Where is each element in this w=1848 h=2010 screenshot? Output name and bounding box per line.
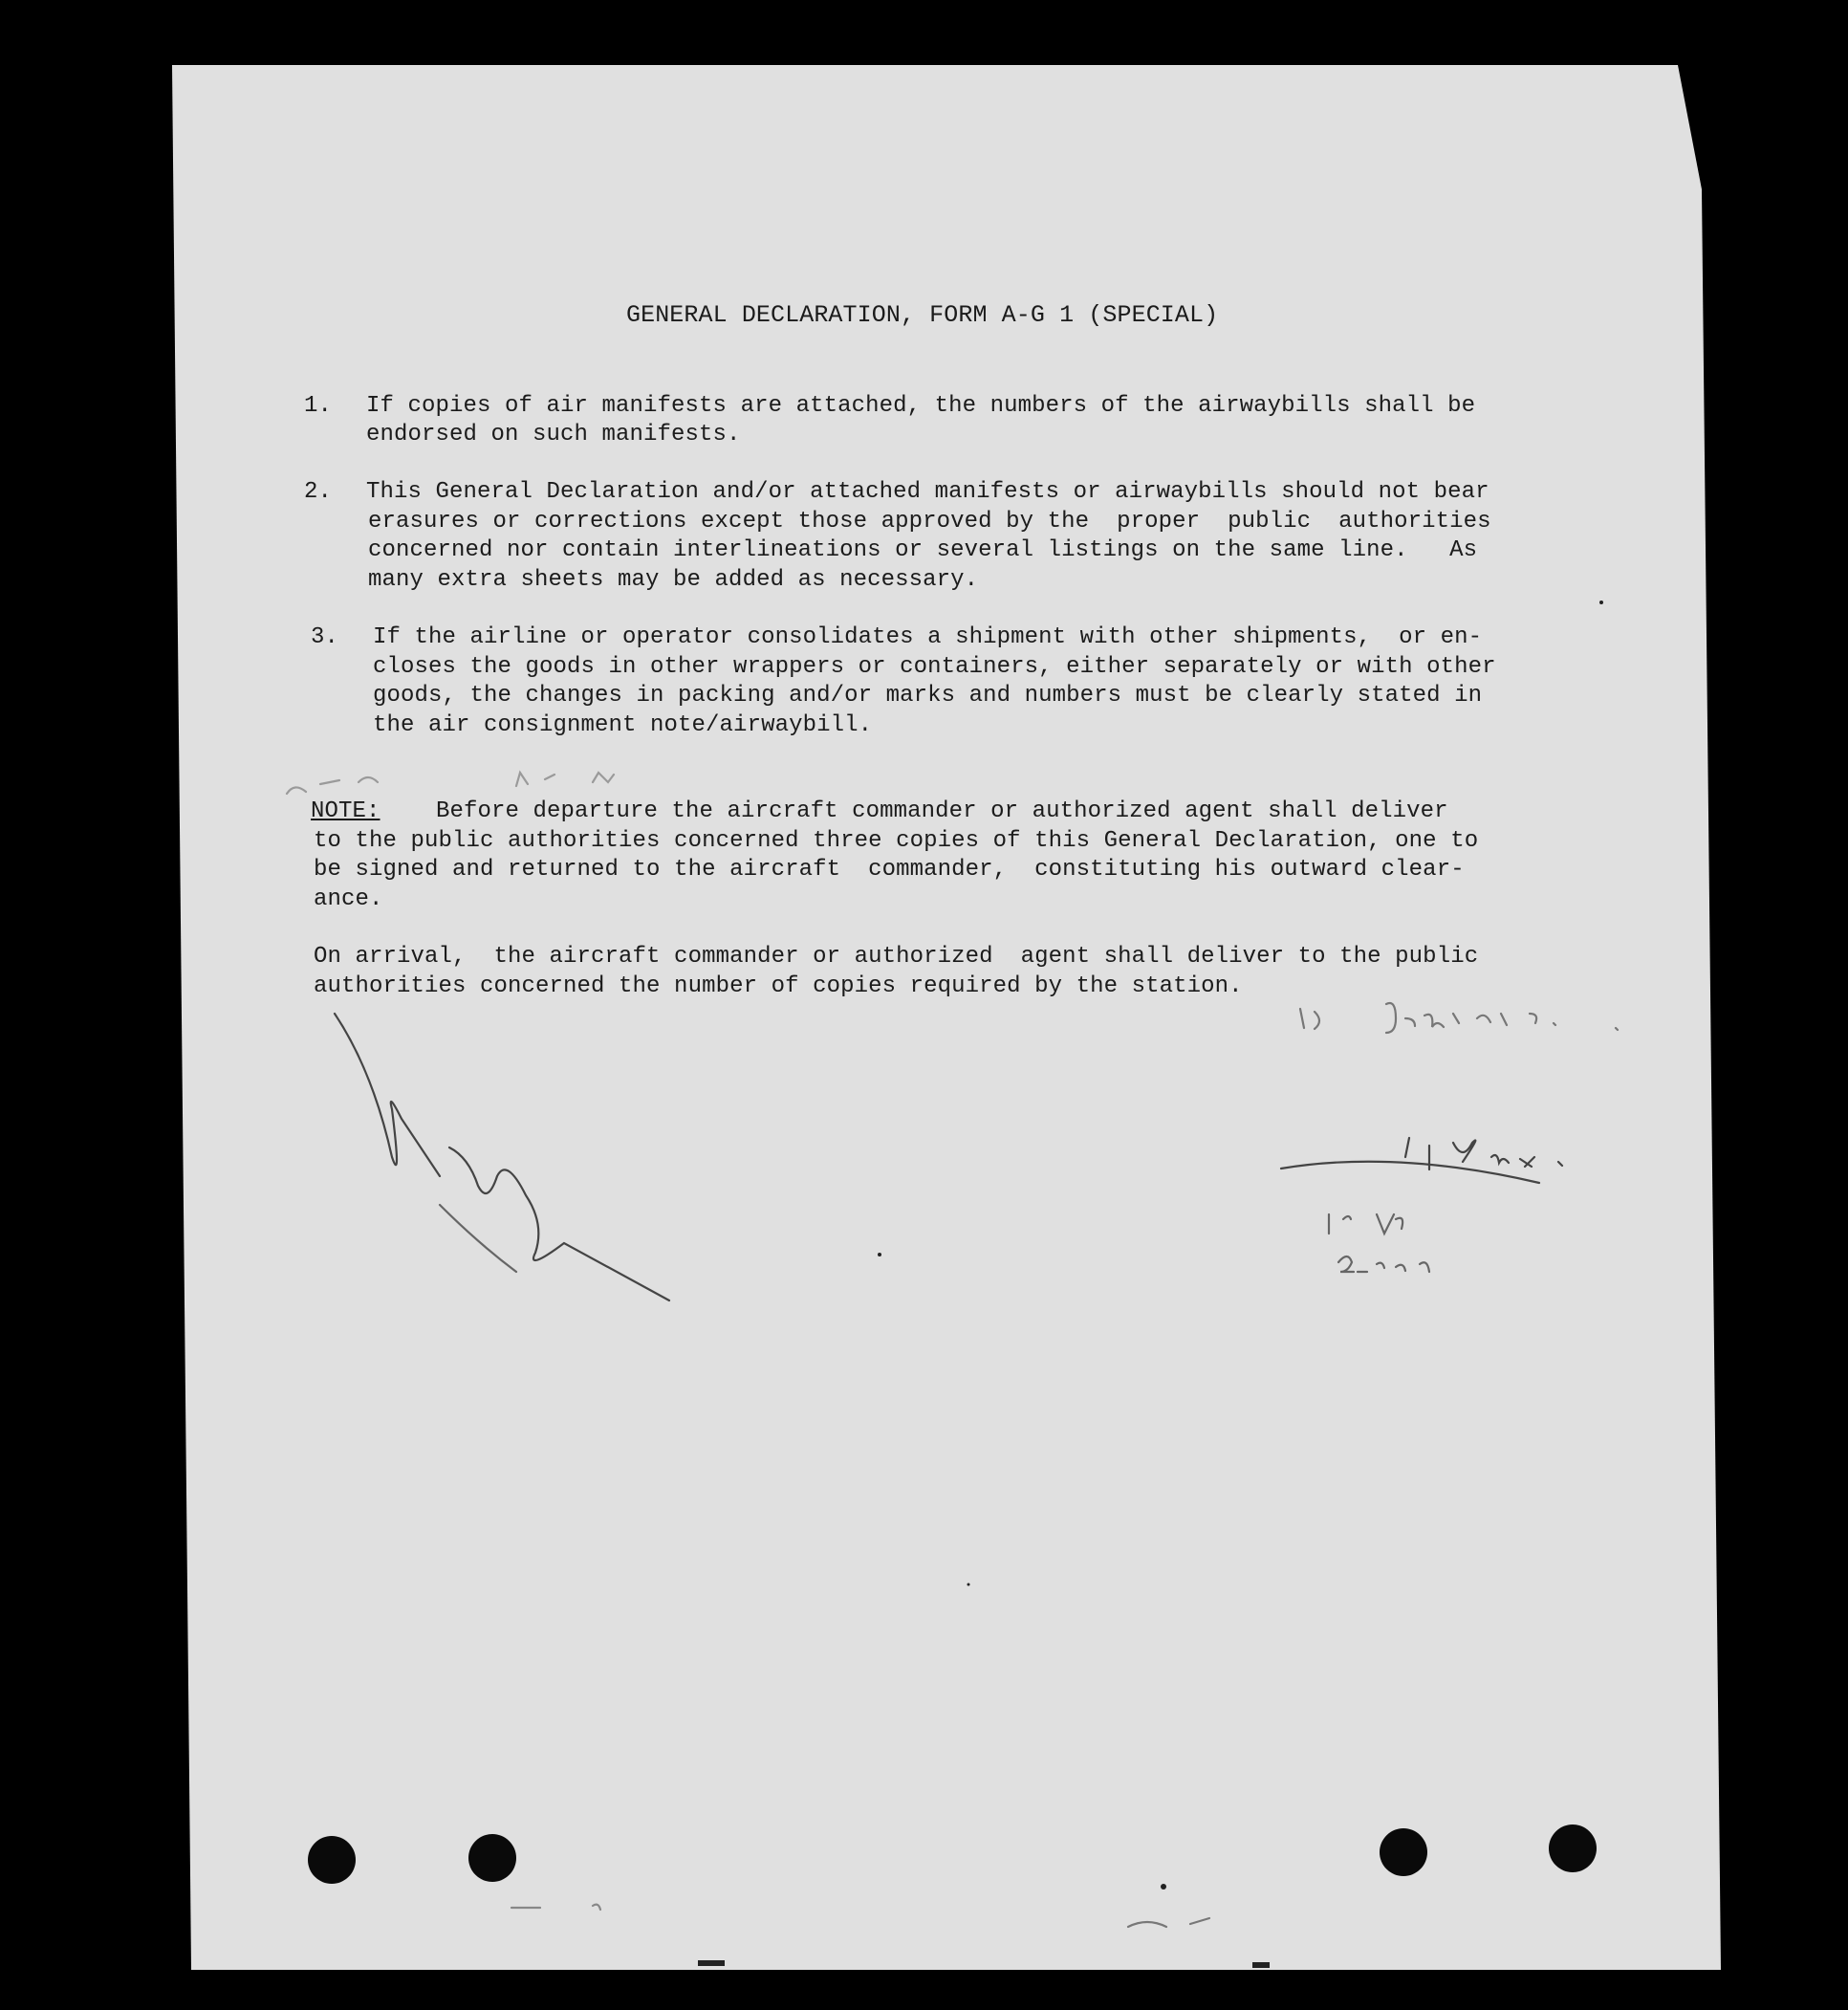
note-line-4: ance. bbox=[314, 886, 383, 912]
item-2-line-3: concerned nor contain interlineations or several listings on the same line. As bbox=[368, 537, 1478, 563]
item-3-line-2: closes the goods in other wrappers or containers, either separately or with other bbox=[373, 654, 1496, 680]
punch-hole bbox=[1549, 1824, 1597, 1872]
punch-hole bbox=[308, 1836, 356, 1884]
document-title: GENERAL DECLARATION, FORM A-G 1 (SPECIAL) bbox=[626, 301, 1219, 329]
item-2-line-4: many extra sheets may be added as necessary. bbox=[368, 567, 979, 593]
arrival-line-1: On arrival, the aircraft commander or authorized agent shall deliver to the public bbox=[314, 944, 1479, 970]
punch-hole bbox=[468, 1834, 516, 1882]
item-3-line-1: If the airline or operator consolidates a shipment with other shipments, or en- bbox=[373, 624, 1483, 650]
note-label: NOTE: bbox=[311, 798, 380, 824]
item-1-line-1: If copies of air manifests are attached, the numbers of the airwaybills shall be bbox=[366, 393, 1476, 419]
item-1-number: 1. bbox=[304, 393, 333, 419]
arrival-line-2: authorities concerned the number of copies required by the station. bbox=[314, 973, 1243, 999]
item-3-number: 3. bbox=[311, 624, 339, 650]
paper-sheet bbox=[172, 65, 1721, 1970]
item-2-line-2: erasures or corrections except those approved by the proper public authorities bbox=[368, 509, 1491, 535]
item-2-number: 2. bbox=[304, 479, 333, 505]
note-line-3: be signed and returned to the aircraft commander, constituting his outward clear- bbox=[314, 857, 1465, 883]
item-3-line-4: the air consignment note/airwaybill. bbox=[373, 712, 873, 738]
item-2-line-1: This General Declaration and/or attached manifests or airwaybills should not bear bbox=[366, 479, 1489, 505]
punch-hole bbox=[1380, 1828, 1427, 1876]
item-3-line-3: goods, the changes in packing and/or marks and numbers must be clearly stated in bbox=[373, 683, 1483, 709]
note-line-1: Before departure the aircraft commander or authorized agent shall deliver bbox=[380, 798, 1448, 824]
note-line-2: to the public authorities concerned three copies of this General Declaration, one to bbox=[314, 828, 1479, 854]
item-1-line-2: endorsed on such manifests. bbox=[366, 422, 741, 448]
